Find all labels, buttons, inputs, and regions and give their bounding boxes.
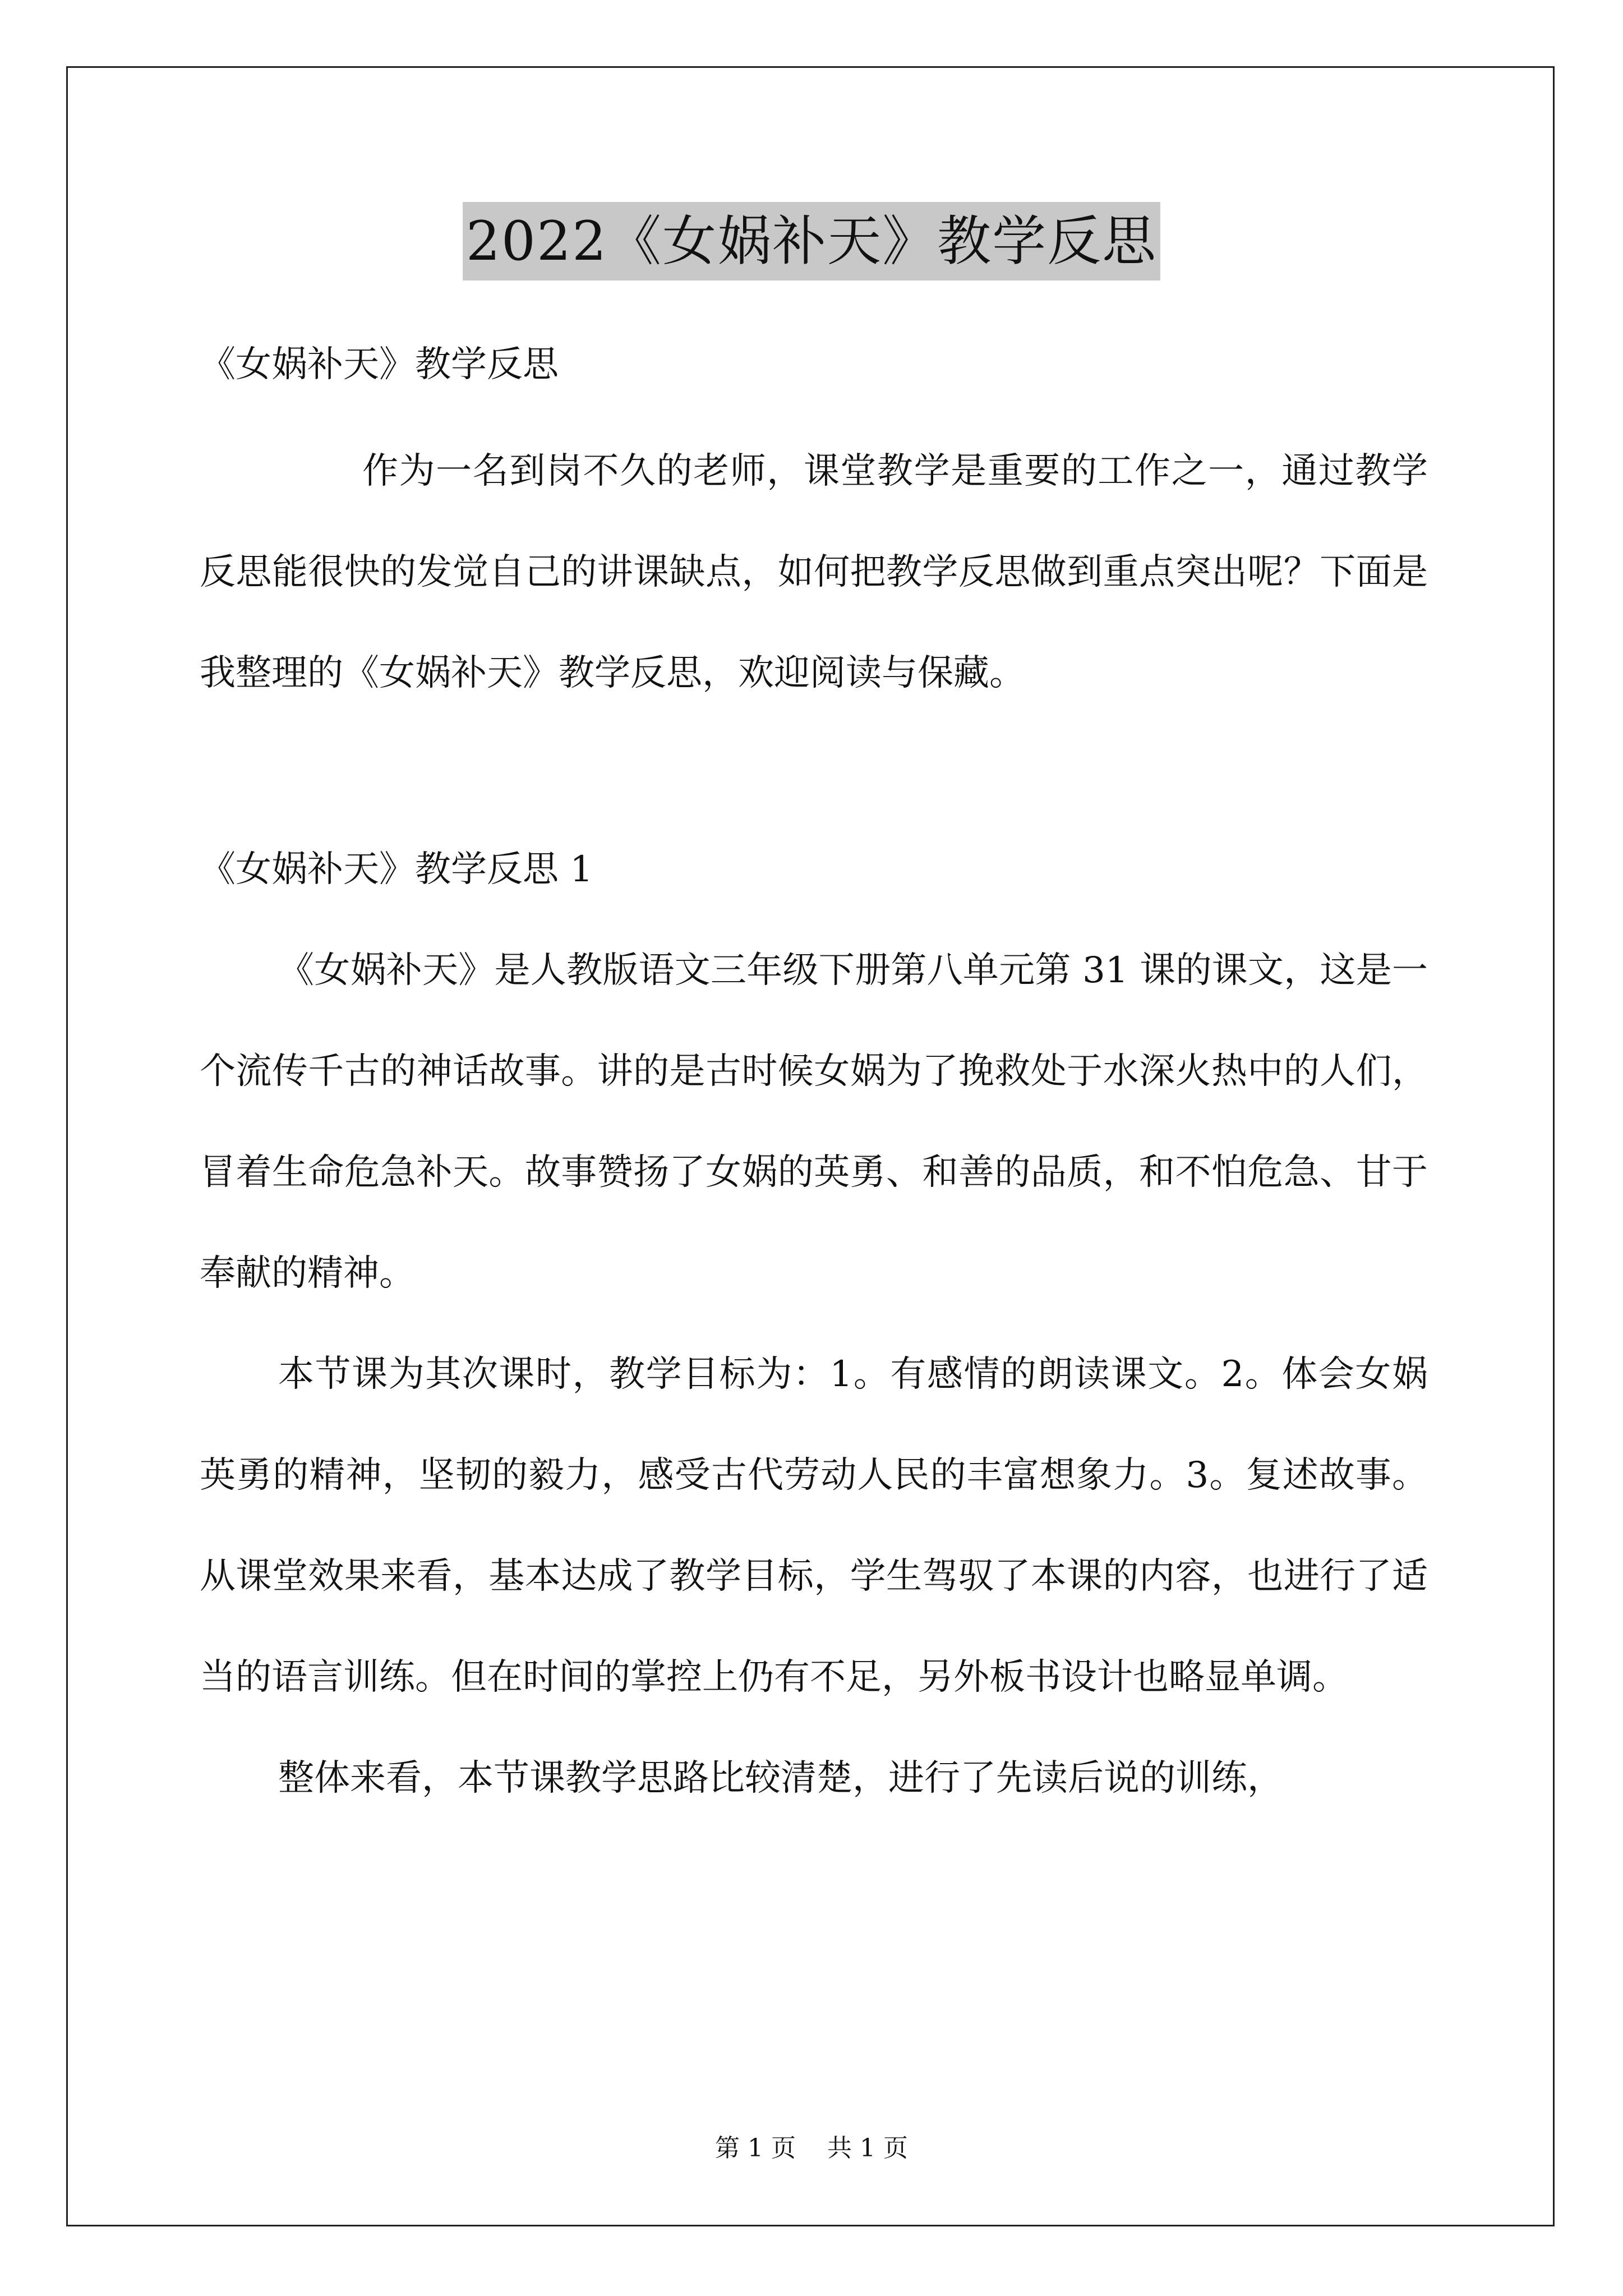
document-title bbox=[0, 202, 1623, 280]
body-paragraph-2: 本节课为其次课时，教学目标为：1。有感情的朗读课文。2。体会女娲英勇的精神，坚韧的毅力，感受古代劳动人民的丰富想象力。3。复述故事。从课堂效果来看，基本达成了教学目标，学生驾驭了本课的内容，也进行了适当的语言训练。但在时间的掌控上仍有不足，另外板书设计也略显单调。 bbox=[200, 1354, 1428, 1698]
document-title-text: 2022《女娲补天》教学反思 bbox=[463, 202, 1160, 280]
page-footer bbox=[0, 2132, 1623, 2165]
page-total: 共 1 页 bbox=[827, 2134, 908, 2162]
document-body bbox=[200, 314, 1428, 1829]
section-heading: 《女娲补天》教学反思 1 bbox=[200, 849, 593, 890]
page-number: 第 1 页 bbox=[715, 2134, 796, 2162]
body-paragraph-1: 《女娲补天》是人教版语文三年级下册第八单元第 31 课的课文，这是一个流传千古的神话故事。讲的是古时候女娲为了挽救处于水深火热中的人们，冒着生命危急补天。故事赞扬了女娲的英勇、和善的品质，和不怕危急、甘于奉献的精神。 bbox=[200, 950, 1428, 1294]
intro-paragraph: 作为一名到岗不久的老师，课堂教学是重要的工作之一，通过教学反思能很快的发觉自己的讲课缺点，如何把教学反思做到重点突出呢？下面是我整理的《女娲补天》教学反思，欢迎阅读与保藏。 bbox=[200, 450, 1428, 694]
body-paragraph-3: 整体来看，本节课教学思路比较清楚，进行了先读后说的训练， bbox=[278, 1757, 1283, 1799]
document-subtitle: 《女娲补天》教学反思 bbox=[200, 344, 559, 385]
